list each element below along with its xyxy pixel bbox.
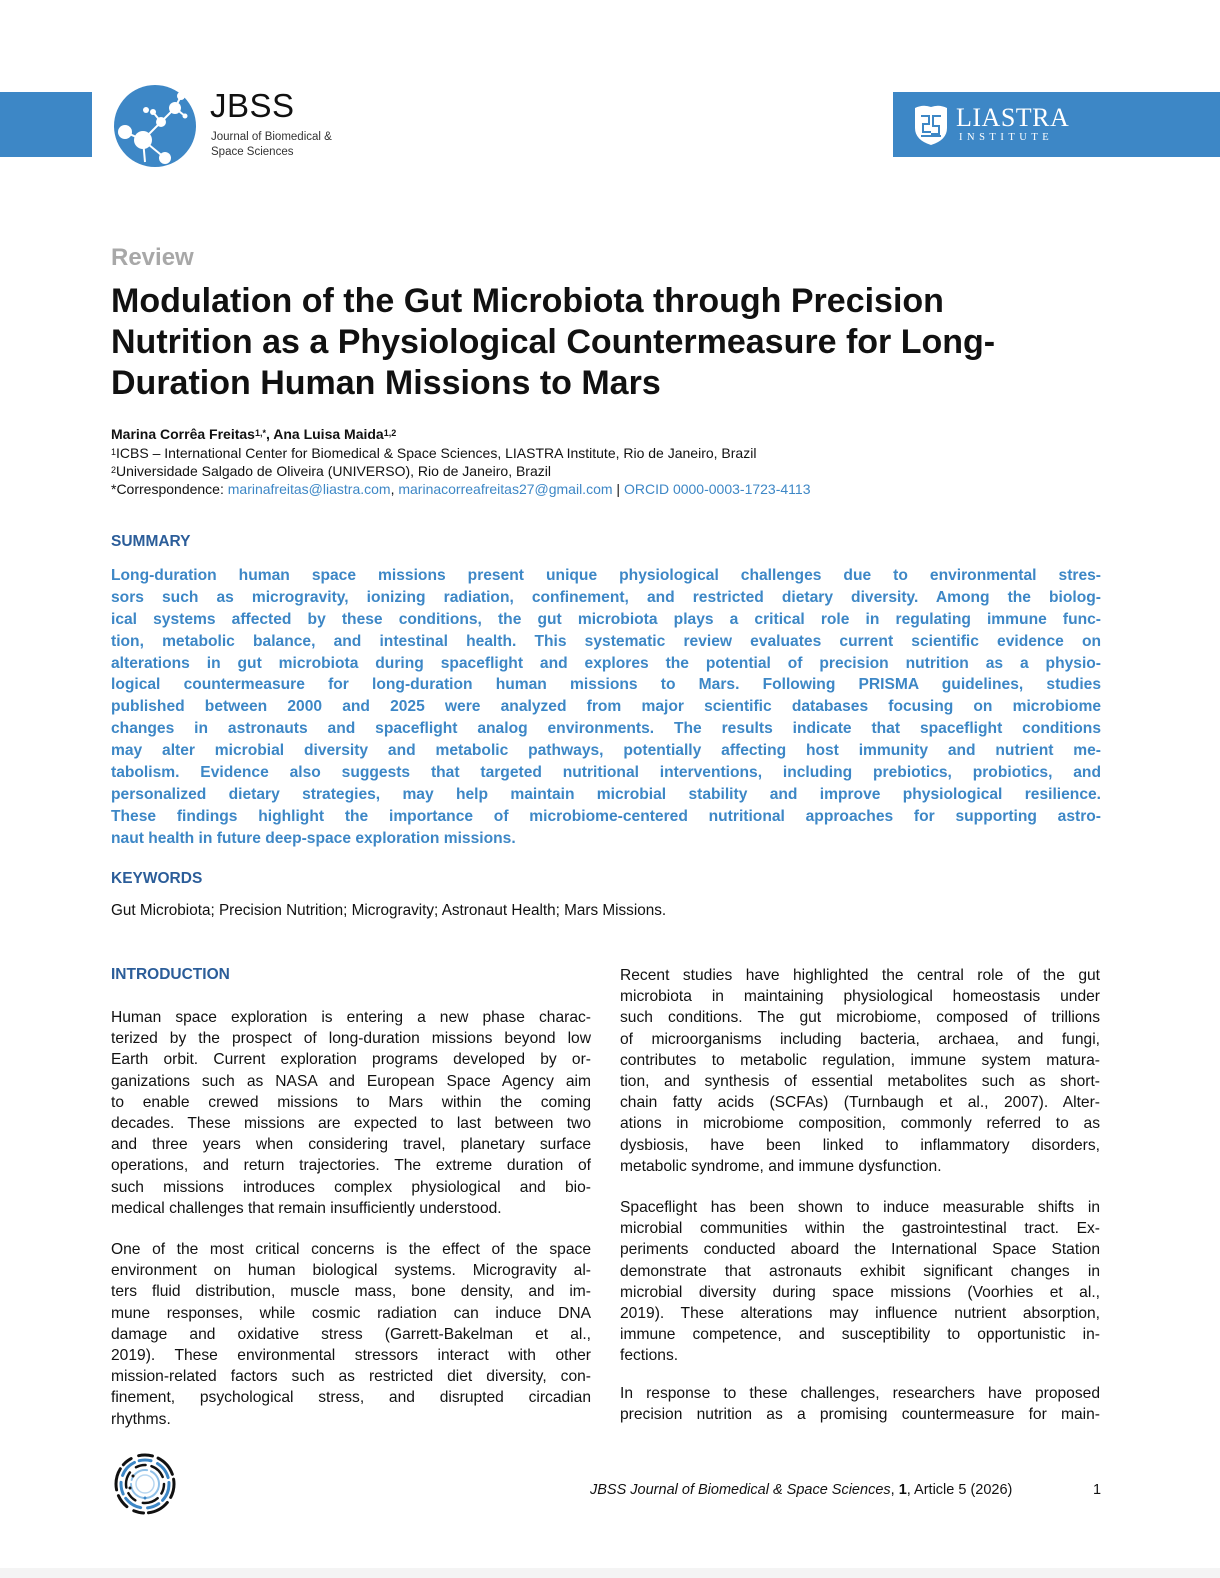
author-name: Ana Luisa Maida [273, 426, 384, 442]
text-line: such missions introduces complex physiological and bio- [111, 1178, 591, 1196]
summary-line: published between 2000 and 2025 were analyzed from major scientific databases focusing on microbiome [111, 698, 1101, 716]
intro-right-paragraph [620, 1197, 1100, 1367]
text-line: immune competence, and susceptibility to opportunistic in- [620, 1326, 1100, 1344]
footer-separator: , [890, 1482, 899, 1498]
page-bottom-edge [0, 1568, 1220, 1578]
keywords-heading: KEYWORDS [111, 870, 203, 887]
molecule-network-icon [113, 84, 197, 168]
keywords-text: Gut Microbiota; Precision Nutrition; Microgravity; Astronaut Health; Mars Missions. [111, 902, 667, 919]
text-line: microbial communities within the gastrointestinal tract. Ex- [620, 1220, 1100, 1238]
text-line: ters fluid distribution, muscle mass, bone density, and im- [111, 1283, 591, 1301]
page-number: 1 [1093, 1482, 1102, 1498]
text-line: dysbiosis, have been linked to inflammatory disorders, [620, 1136, 1100, 1154]
author-separator: , [265, 426, 274, 442]
text-line: microbiota in maintaining physiological homeostasis under [620, 988, 1100, 1006]
separator: , [390, 481, 399, 497]
summary-heading: SUMMARY [111, 533, 191, 550]
text-line: terized by the prospect of long-duration missions beyond low [111, 1030, 591, 1048]
affiliation [111, 462, 551, 480]
text-line: metabolic syndrome, and immune dysfunction. [620, 1157, 942, 1175]
summary-line: ical systems affected by these conditions, the gut microbiota plays a critical role in regulating immune func- [111, 610, 1101, 628]
text-line: 2019). These environmental stressors interact with other [111, 1346, 591, 1364]
text-line: operations, and return trajectories. The extreme duration of [111, 1157, 591, 1175]
header-left-accent-bar [0, 92, 92, 157]
summary-line: Long-duration human space missions present unique physiological challenges due to environmental stres- [111, 567, 1101, 584]
summary-line: logical countermeasure for long-duration human missions to Mars. Following PRISMA guidelines, studies [111, 676, 1101, 694]
article-title [111, 281, 1111, 404]
intro-right-paragraph [620, 965, 1100, 1177]
text-line: and three years when considering travel, planetary surface [111, 1136, 591, 1154]
title-line: Duration Human Missions to Mars [111, 364, 661, 402]
institute-name: LIASTRA [956, 103, 1070, 132]
summary-body [111, 565, 1101, 850]
text-line: tion, and synthesis of essential metabolites such as short- [620, 1072, 1100, 1090]
summary-line: tabolism. Evidence also suggests that targeted nutritional interventions, including prebiotics, probiotics, and [111, 764, 1101, 782]
text-line: of microorganisms including bacteria, archaea, and fungi, [620, 1030, 1100, 1048]
summary-line: alterations in gut microbiota during spaceflight and explores the potential of precision nutrition as a physio- [111, 654, 1101, 672]
summary-line: personalized dietary strategies, may help maintain microbial stability and improve physiological resilience. [111, 785, 1101, 803]
concentric-rings-icon [113, 1452, 177, 1516]
text-line: One of the most critical concerns is the effect of the space [111, 1241, 591, 1258]
correspondence [111, 480, 810, 498]
text-line: In response to these challenges, researchers have proposed [620, 1385, 1100, 1402]
text-line: mune responses, while cosmic radiation can induce DNA [111, 1304, 591, 1322]
footer-article-info: , Article 5 (2026) [906, 1482, 1013, 1498]
orcid-link[interactable]: ORCID 0000-0003-1723-4113 [623, 481, 811, 497]
text-line: contributes to metabolic regulation, immune system matura- [620, 1051, 1100, 1069]
intro-right-paragraph [620, 1383, 1100, 1425]
affiliation-sup: 1 [111, 447, 117, 457]
text-line: 2019). These alterations may influence nutrient absorption, [620, 1304, 1100, 1322]
author-name: Marina Corrêa Freitas [111, 426, 255, 442]
affiliation-text: ICBS – International Center for Biomedical & Space Sciences, LIASTRA Institute, Rio de Janeiro, Brazil [116, 445, 757, 461]
author-affiliation-sup: 1,* [254, 428, 266, 438]
text-line: environment on human biological systems. Microgravity al- [111, 1262, 591, 1280]
footer-volume: 1 [898, 1482, 907, 1498]
text-line: Human space exploration is entering a new phase charac- [111, 1009, 591, 1026]
text-line: demonstrate that astronauts exhibit significant changes in [620, 1262, 1100, 1280]
journal-abbrev: JBSS [210, 87, 295, 124]
institute-subtitle: INSTITUTE [959, 132, 1054, 143]
shield-crest-icon [913, 104, 949, 146]
introduction-heading: INTRODUCTION [111, 966, 230, 983]
email-link[interactable]: marinafreitas@liastra.com [227, 481, 391, 497]
text-line: Spaceflight has been shown to induce measurable shifts in [620, 1199, 1100, 1216]
text-line: medical challenges that remain insufficiently understood. [111, 1199, 502, 1217]
intro-left-paragraph [111, 1007, 591, 1219]
text-line: ations in microbiome composition, commonly referred to as [620, 1115, 1100, 1133]
intro-left-paragraph [111, 1239, 591, 1430]
text-line: mission-related factors such as restricted diet diversity, con- [111, 1368, 591, 1386]
affiliation-text: Universidade Salgado de Oliveira (UNIVERSO), Rio de Janeiro, Brazil [116, 463, 551, 479]
affiliation-sup: 2 [111, 465, 117, 475]
summary-line: changes in astronauts and spaceflight analog environments. The results indicate that spaceflight conditions [111, 720, 1101, 738]
footer-citation [590, 1481, 1012, 1499]
author-list [111, 425, 396, 443]
separator: | [612, 481, 624, 497]
text-line: rhythms. [111, 1410, 171, 1428]
text-line: fections. [620, 1347, 679, 1365]
email-link[interactable]: marinacorreafreitas27@gmail.com [398, 481, 613, 497]
text-line: chain fatty acids (SCFAs) (Turnbaugh et al., 2007). Alter- [620, 1094, 1100, 1112]
correspondence-label: *Correspondence: [111, 481, 228, 497]
text-line: periments conducted aboard the International Space Station [620, 1241, 1100, 1259]
text-line: Recent studies have highlighted the central role of the gut [620, 967, 1100, 984]
text-line: damage and oxidative stress (Garrett-Bakelman et al., [111, 1325, 591, 1343]
footer-journal-name: JBSS Journal of Biomedical & Space Sciences [590, 1482, 891, 1498]
text-line: microbial diversity during space missions (Voorhies et al., [620, 1283, 1100, 1301]
summary-line: These findings highlight the importance of microbiome-centered nutritional approaches for supporting astro- [111, 807, 1101, 825]
summary-line: may alter microbial diversity and metabolic pathways, potentially affecting host immunity and nutrient me- [111, 742, 1101, 760]
text-line: Earth orbit. Current exploration programs developed by or- [111, 1051, 591, 1069]
text-line: decades. These missions are expected to last between two [111, 1114, 591, 1132]
text-line: finement, psychological stress, and disrupted circadian [111, 1389, 591, 1407]
summary-line: tion, metabolic balance, and intestinal health. This systematic review evaluates current scientific evidence on [111, 632, 1101, 650]
title-line: Nutrition as a Physiological Countermeasure for Long- [111, 323, 996, 361]
affiliation [111, 444, 756, 462]
author-affiliation-sup: 1,2 [383, 428, 397, 438]
summary-line: naut health in future deep-space exploration missions. [111, 829, 516, 847]
text-line: such conditions. The gut microbiome, composed of trillions [620, 1009, 1100, 1027]
article-type: Review [111, 244, 194, 271]
summary-line: sors such as microgravity, ionizing radiation, confinement, and restricted dietary diversity. Among the biolog- [111, 588, 1101, 606]
text-line: to enable crewed missions to Mars within the coming [111, 1093, 591, 1111]
journal-name-line-1: Journal of Biomedical & [211, 131, 332, 143]
journal-name-line-2: Space Sciences [211, 146, 294, 158]
text-line: ganizations such as NASA and European Space Agency aim [111, 1072, 591, 1090]
journal-full-name [211, 130, 332, 160]
text-line: precision nutrition as a promising countermeasure for main- [620, 1406, 1100, 1424]
title-line: Modulation of the Gut Microbiota through Precision [111, 282, 944, 320]
